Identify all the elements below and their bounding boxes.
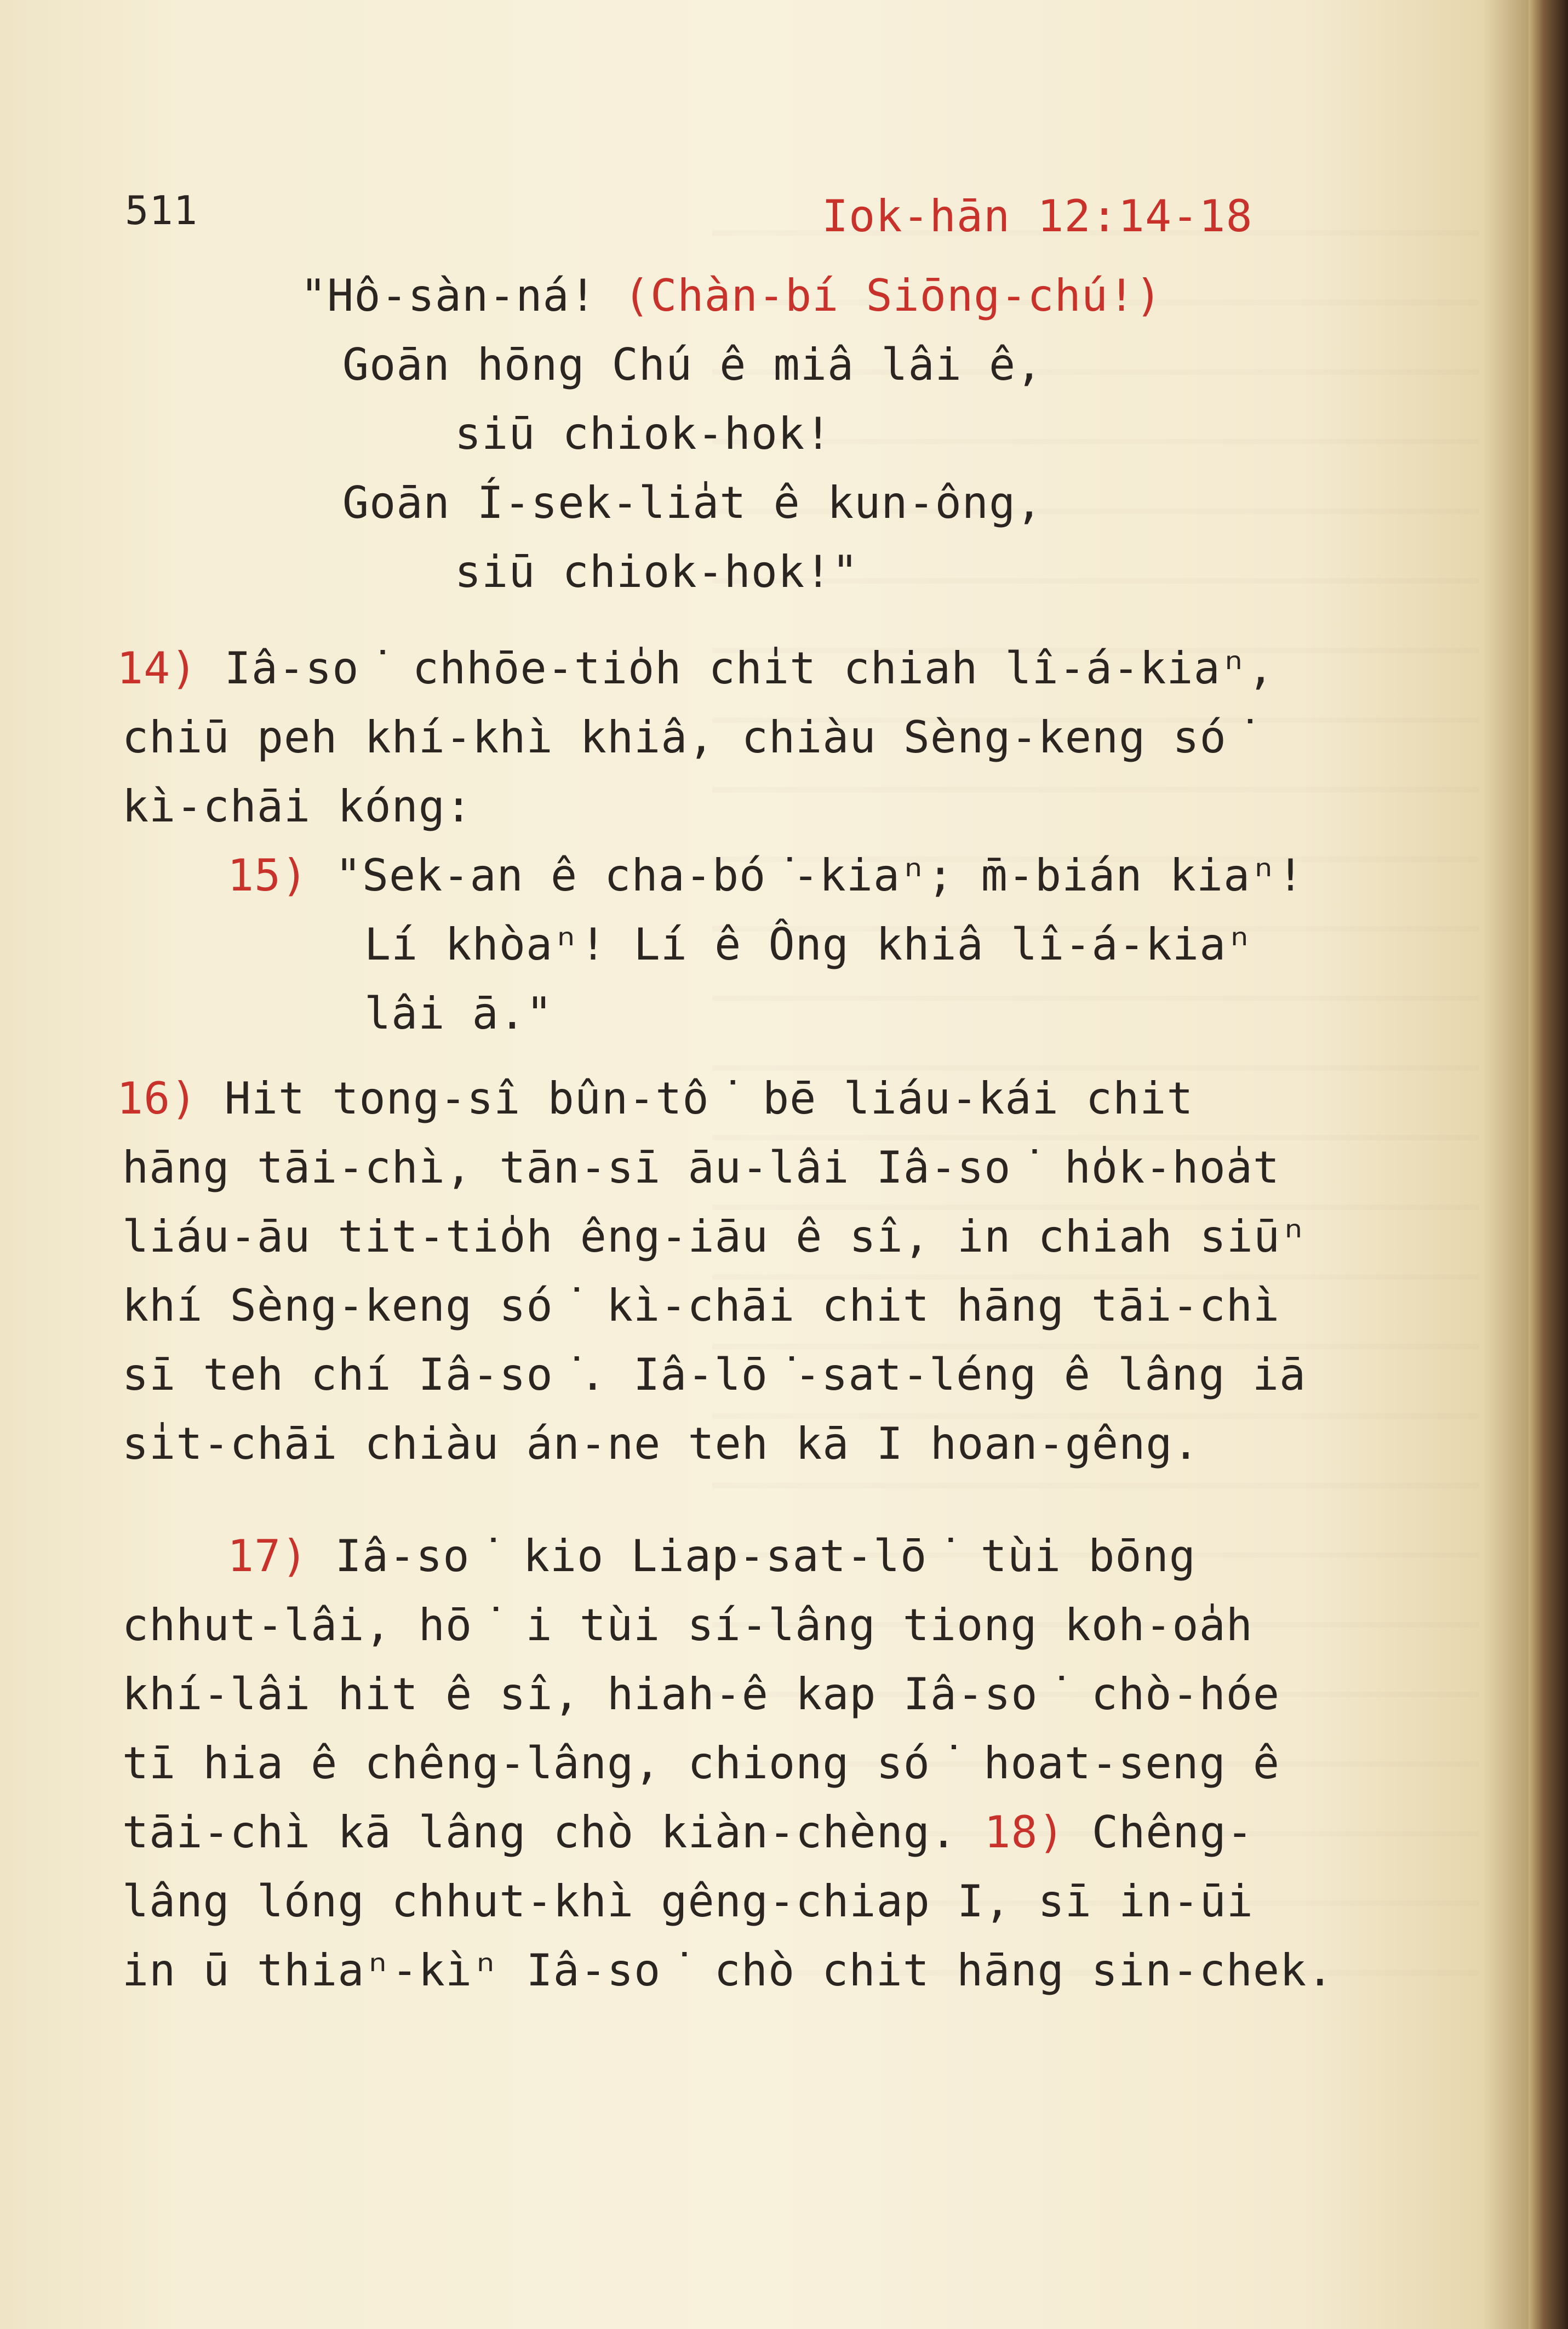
text-line: siū chiok-hok!"	[455, 546, 859, 597]
verse-number: 18)	[984, 1807, 1065, 1858]
verse-number: 16)	[117, 1073, 198, 1124]
text-line: khí-lâi hit ê sî, hiah-ê kap Iâ-so͘ chò-hóe	[122, 1669, 1280, 1720]
running-title: Iok-hān 12:14-18	[822, 191, 1253, 242]
text-segment: Iâ-so͘ kio Liap-sat-lō͘ tùi bōng	[308, 1531, 1196, 1582]
text-line	[227, 1531, 1196, 1582]
verse-number: 15)	[227, 850, 308, 901]
text-line: sī teh chí Iâ-so͘. Iâ-lō͘-sat-léng ê lâng iā	[122, 1349, 1307, 1400]
translation-note: (Chàn-bí Siōng-chú!)	[623, 270, 1163, 321]
text-line	[117, 643, 1275, 694]
text-segment: "Sek-an ê cha-bó͘-kiaⁿ; m̄-bián kiaⁿ!	[308, 850, 1304, 901]
text-line: Goān Í-sek-lia̍t ê kun-ông,	[342, 477, 1043, 528]
text-segment: Iâ-so͘ chhōe-tio̍h chi̍t chiah lî-á-kiaⁿ,	[197, 643, 1275, 694]
text-line: Lí khòaⁿ! Lí ê Ông khiâ lî-á-kiaⁿ	[364, 919, 1254, 970]
text-line: lâng lóng chhut-khì gêng-chiap I, sī in-ūi	[122, 1876, 1254, 1927]
text-line: liáu-āu tit-tio̍h êng-iāu ê sî, in chiah siūⁿ	[122, 1211, 1308, 1262]
text-line: khí Sèng-keng só͘ kì-chāi chit hāng tāi-chì	[122, 1280, 1280, 1331]
text-segment: tāi-chì kā lâng chò kiàn-chèng.	[122, 1807, 985, 1858]
text-line: siū chiok-hok!	[455, 408, 832, 459]
text-line	[122, 1807, 1254, 1858]
verse-number: 17)	[227, 1531, 308, 1582]
text-segment: Chêng-	[1065, 1807, 1254, 1858]
text-line: Goān hōng Chú ê miâ lâi ê,	[342, 339, 1043, 390]
verse-number: 14)	[117, 643, 198, 694]
text-line: chiū peh khí-khì khiâ, chiàu Sèng-keng só͘	[122, 712, 1253, 763]
page-edge-shadow	[1529, 0, 1568, 2329]
text-segment: Hit tong-sî bûn-tô͘ bē liáu-kái chit	[197, 1073, 1194, 1124]
text-line	[117, 1073, 1194, 1124]
text-line: lâi ā."	[364, 988, 553, 1039]
text-line: chhut-lâi, hō͘ i tùi sí-lâng tiong koh-oa̍h	[122, 1600, 1253, 1651]
text-line: kì-chāi kóng:	[122, 781, 473, 832]
text-line: in ū thiaⁿ-kìⁿ Iâ-so͘ chò chit hāng sin-chek.	[122, 1945, 1334, 1996]
page-number: 511	[125, 187, 198, 233]
text-line	[300, 270, 1163, 321]
text-line: tī hia ê chêng-lâng, chiong só͘ hoat-seng ê	[122, 1738, 1280, 1789]
text-line: hāng tāi-chì, tān-sī āu-lâi Iâ-so͘ ho̍k-hoa̍t	[122, 1142, 1280, 1193]
text-segment: "Hô-sàn-ná!	[300, 270, 623, 321]
text-line	[227, 850, 1304, 901]
text-line: si̍t-chāi chiàu án-ne teh kā I hoan-gêng.	[122, 1418, 1200, 1469]
